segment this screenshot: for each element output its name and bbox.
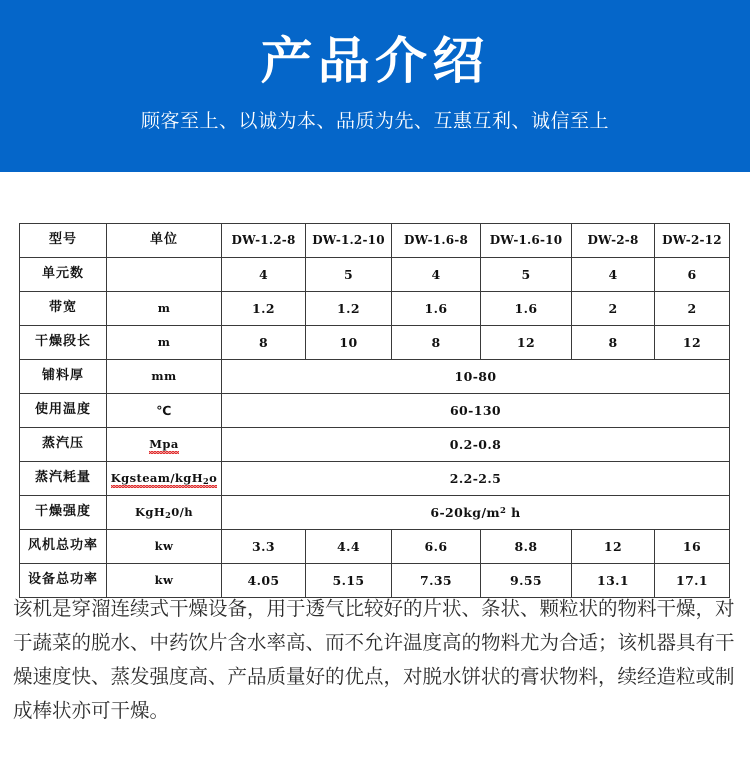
row-unit (107, 462, 222, 496)
cell-value: 13.1 (572, 564, 655, 598)
cell-value: 8 (572, 326, 655, 360)
product-intro-banner (0, 0, 750, 172)
cell-value: 12 (655, 326, 730, 360)
cell-value-merged: 2.2-2.5 (222, 462, 730, 496)
cell-value: 6 (655, 258, 730, 292)
column-header-dw-1-2-10: DW-1.2-10 (306, 224, 392, 258)
cell-value: 3.3 (222, 530, 306, 564)
table-header-row (20, 224, 730, 258)
cell-value-merged: 60-130 (222, 394, 730, 428)
cell-value-merged: 10-80 (222, 360, 730, 394)
cell-value: 16 (655, 530, 730, 564)
cell-value: 6.6 (392, 530, 481, 564)
table-row (20, 326, 730, 360)
column-header-dw-2-12: DW-2-12 (655, 224, 730, 258)
row-label: 单元数 (20, 258, 107, 292)
cell-value: 4 (572, 258, 655, 292)
cell-value: 8 (392, 326, 481, 360)
row-unit: kw (107, 530, 222, 564)
row-label: 使用温度 (20, 394, 107, 428)
row-unit: mm (107, 360, 222, 394)
page-title: 产品介绍 (260, 32, 490, 90)
cell-value: 12 (572, 530, 655, 564)
cell-value: 8.8 (481, 530, 572, 564)
row-unit (107, 258, 222, 292)
row-label: 铺料厚 (20, 360, 107, 394)
row-label: 设备总功率 (20, 564, 107, 598)
cell-value: 5 (481, 258, 572, 292)
row-unit: KgH$_2$0/h (107, 496, 222, 530)
row-unit-text: Kgsteam/kgH$_2$o (110, 470, 218, 486)
table-row (20, 360, 730, 394)
cell-value: 2 (572, 292, 655, 326)
table-row (20, 258, 730, 292)
row-unit-text: Mpa (149, 437, 179, 452)
row-label: 蒸汽耗量 (20, 462, 107, 496)
table-row (20, 530, 730, 564)
specification-table-container (19, 223, 729, 598)
table-row (20, 428, 730, 462)
column-header-dw-1-6-10: DW-1.6-10 (481, 224, 572, 258)
cell-value: 4.05 (222, 564, 306, 598)
column-header-dw-1-2-8: DW-1.2-8 (222, 224, 306, 258)
row-label: 干燥强度 (20, 496, 107, 530)
table-row (20, 462, 730, 496)
product-description: 该机是穿溜连续式干燥设备，用于透气比较好的片状、条状、颗粒状的物料干燥，对于蔬菜的脱水、中药饮片含水率高、而不允许温度高的物料尤为合适；该机器具有干燥速度快、蒸发强度高、产品质量好的优点，对脱水饼状的膏状物料，续经造粒或制成棒状亦可干燥。 (13, 597, 735, 722)
row-unit: kw (107, 564, 222, 598)
cell-value: 7.35 (392, 564, 481, 598)
banner-subtitle: 顾客至上、以诚为本、品质为先、互惠互利、诚信至上 (140, 110, 609, 132)
cell-value: 8 (222, 326, 306, 360)
row-label: 带宽 (20, 292, 107, 326)
column-header-model: 型号 (20, 224, 107, 258)
column-header-unit: 单位 (107, 224, 222, 258)
cell-value: 4 (392, 258, 481, 292)
cell-value: 5.15 (306, 564, 392, 598)
row-label: 蒸汽压 (20, 428, 107, 462)
table-row (20, 496, 730, 530)
cell-value: 10 (306, 326, 392, 360)
cell-value: 4 (222, 258, 306, 292)
table-row (20, 292, 730, 326)
specification-table (19, 223, 730, 598)
row-unit: m (107, 326, 222, 360)
row-label: 风机总功率 (20, 530, 107, 564)
table-body (20, 224, 730, 598)
cell-value: 1.2 (222, 292, 306, 326)
cell-value: 2 (655, 292, 730, 326)
cell-value: 1.2 (306, 292, 392, 326)
cell-value: 4.4 (306, 530, 392, 564)
cell-value-merged: $6-20kg/m^2$ h (222, 496, 730, 530)
cell-value: 17.1 (655, 564, 730, 598)
table-row (20, 394, 730, 428)
cell-value: 1.6 (392, 292, 481, 326)
column-header-dw-2-8: DW-2-8 (572, 224, 655, 258)
row-unit: ℃ (107, 394, 222, 428)
cell-value: 9.55 (481, 564, 572, 598)
column-header-dw-1-6-8: DW-1.6-8 (392, 224, 481, 258)
cell-value: 1.6 (481, 292, 572, 326)
row-label: 干燥段长 (20, 326, 107, 360)
row-unit: m (107, 292, 222, 326)
cell-value: 12 (481, 326, 572, 360)
row-unit (107, 428, 222, 462)
cell-value-merged: 0.2-0.8 (222, 428, 730, 462)
cell-value: 5 (306, 258, 392, 292)
